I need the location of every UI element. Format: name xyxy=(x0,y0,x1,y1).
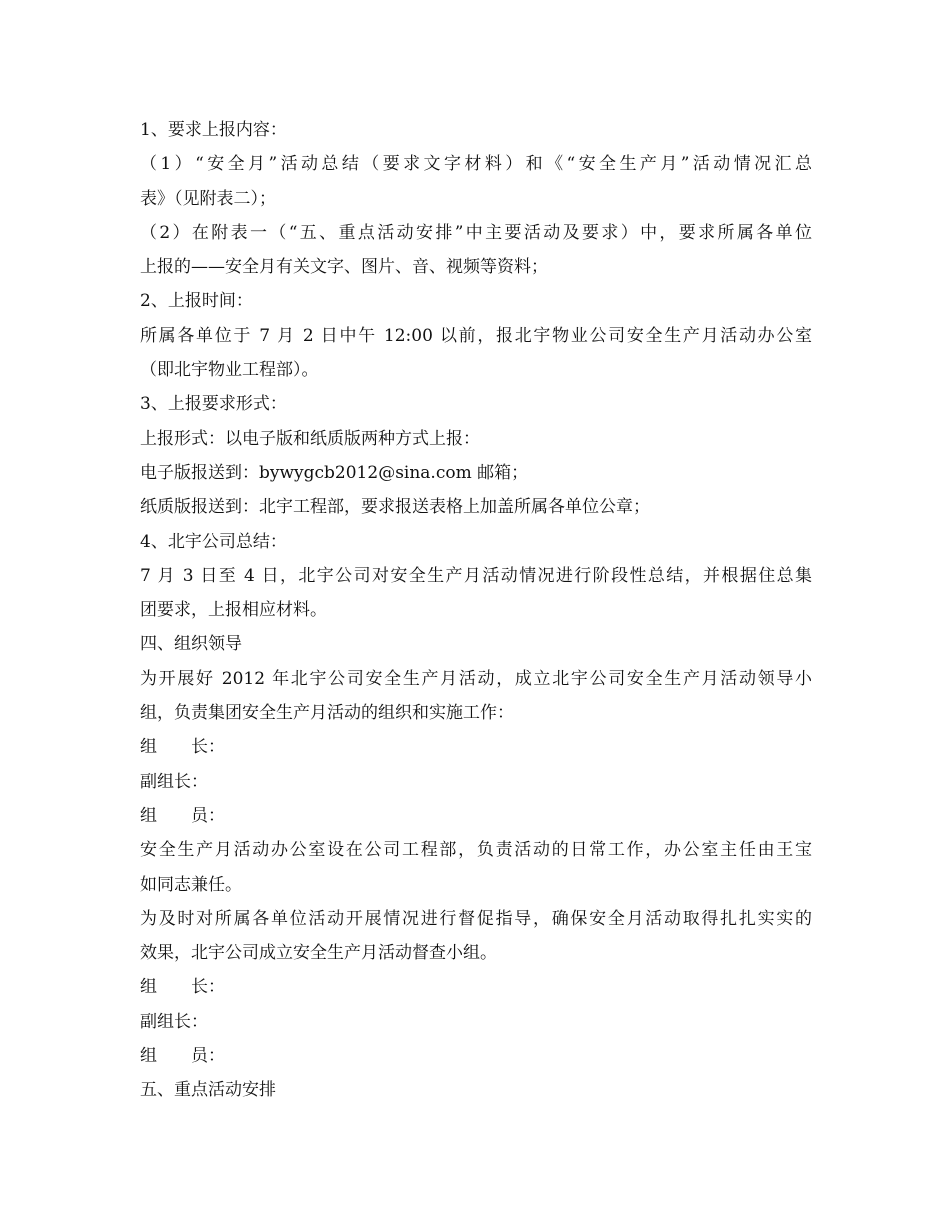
role-line-member: 组 员： xyxy=(140,1046,225,1067)
text-line: 1、要求上报内容： xyxy=(140,120,287,140)
text-line: 上报的——安全月有关文字、图片、音、视频等资料； xyxy=(140,257,548,278)
text-line: 4、北宇公司总结： xyxy=(140,531,287,552)
text-line: 所属各单位于 7 月 2 日中午 12:00 以前，报北宇物业公司安全生产月活动办公室 xyxy=(140,325,812,346)
text-line: （即北宇物业工程部）。 xyxy=(140,360,319,381)
section-heading: 四、组织领导 xyxy=(140,634,242,655)
text-line: 如同志兼任。 xyxy=(140,874,242,895)
text-line: （1）“安全月”活动总结（要求文字材料）和《“安全生产月”活动情况汇总 xyxy=(140,154,812,175)
text-line: 3、上报要求形式： xyxy=(140,394,287,415)
text-line: 为及时对所属各单位活动开展情况进行督促指导，确保安全月活动取得扎扎实实的 xyxy=(140,908,812,929)
text-line: 上报形式：以电子版和纸质版两种方式上报： xyxy=(140,428,480,449)
text-line: 效果，北宇公司成立安全生产月活动督查小组。 xyxy=(140,943,497,964)
role-line-deputy: 副组长： xyxy=(140,1011,208,1032)
text-line: 表》（见附表二）； xyxy=(140,188,276,209)
text-line: （2）在附表一（“五、重点活动安排”中主要活动及要求）中，要求所属各单位 xyxy=(140,222,812,243)
text-line: 为开展好 2012 年北宇公司安全生产月活动，成立北宇公司安全生产月活动领导小 xyxy=(140,668,812,689)
section-heading: 五、重点活动安排 xyxy=(140,1080,276,1101)
text-line: 组，负责集团安全生产月活动的组织和实施工作： xyxy=(140,703,514,724)
role-line-leader: 组 长： xyxy=(140,737,225,758)
text-line: 团要求，上报相应材料。 xyxy=(140,600,327,621)
role-line-leader: 组 长： xyxy=(140,977,225,998)
text-line: 7 月 3 日至 4 日，北宇公司对安全生产月活动情况进行阶段性总结，并根据住总集 xyxy=(140,565,812,586)
text-line: 电子版报送到：bywygcb2012@sina.com 邮箱； xyxy=(140,462,529,483)
text-line: 安全生产月活动办公室设在公司工程部，负责活动的日常工作，办公室主任由王宝 xyxy=(140,840,812,861)
document-body xyxy=(140,113,812,1108)
text-line: 2、上报时间： xyxy=(140,291,253,312)
role-line-deputy: 副组长： xyxy=(140,771,208,792)
text-line: 纸质版报送到：北宇工程部，要求报送表格上加盖所属各单位公章； xyxy=(140,497,650,518)
role-line-member: 组 员： xyxy=(140,805,225,826)
